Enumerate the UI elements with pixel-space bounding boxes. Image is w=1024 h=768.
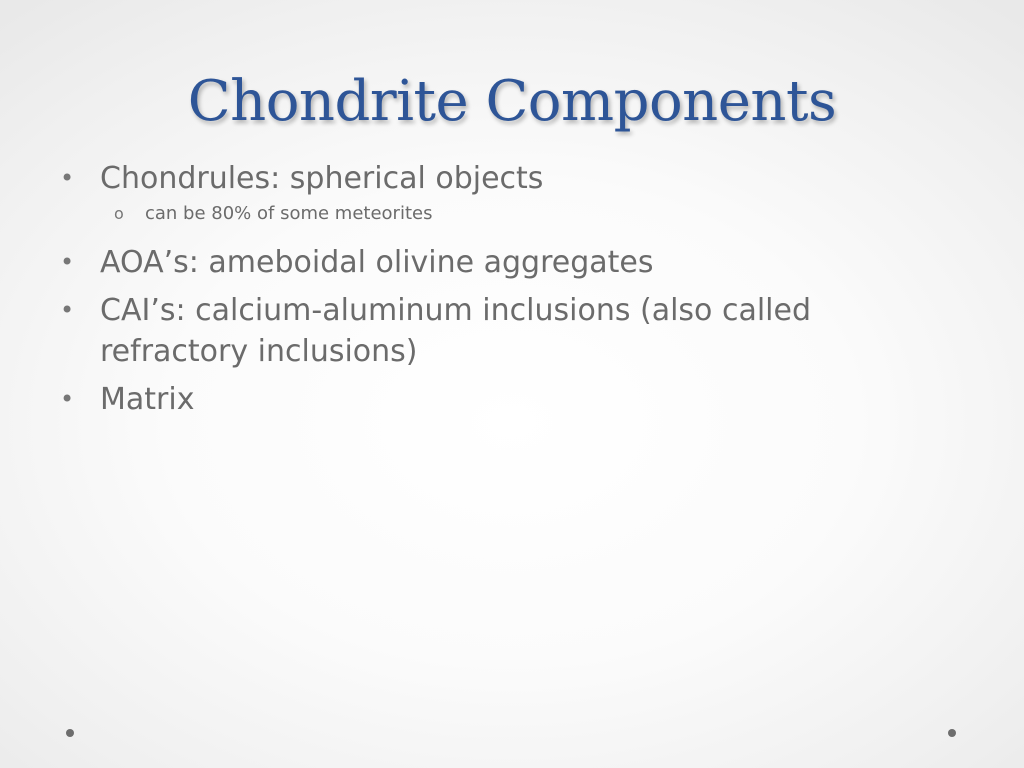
sub-bullet-text: can be 80% of some meteorites — [145, 203, 433, 224]
corner-dot-icon-right — [948, 729, 956, 737]
bullet-item-chondrules — [56, 158, 916, 199]
bullet-list — [56, 158, 916, 427]
bullet-text: CAI’s: calcium-aluminum inclusions (also called refractory inclusions) — [100, 293, 811, 369]
bullet-marker: • — [60, 385, 75, 413]
sub-bullet-marker: o — [114, 204, 124, 223]
bullet-marker: • — [60, 248, 75, 276]
bullet-text: AOA’s: ameboidal olivine aggregates — [100, 245, 654, 280]
bullet-item-cai — [56, 290, 916, 372]
sub-bullet-item-chondrules-percent — [56, 202, 916, 226]
bullet-item-matrix — [56, 379, 916, 420]
bullet-text: Chondrules: spherical objects — [100, 161, 544, 196]
bullet-item-aoa — [56, 242, 916, 283]
bullet-text: Matrix — [100, 382, 195, 417]
bullet-marker: • — [60, 164, 75, 192]
slide-title: Chondrite Components — [187, 69, 837, 134]
corner-dot-icon-left — [66, 729, 74, 737]
bullet-marker: • — [60, 296, 75, 324]
